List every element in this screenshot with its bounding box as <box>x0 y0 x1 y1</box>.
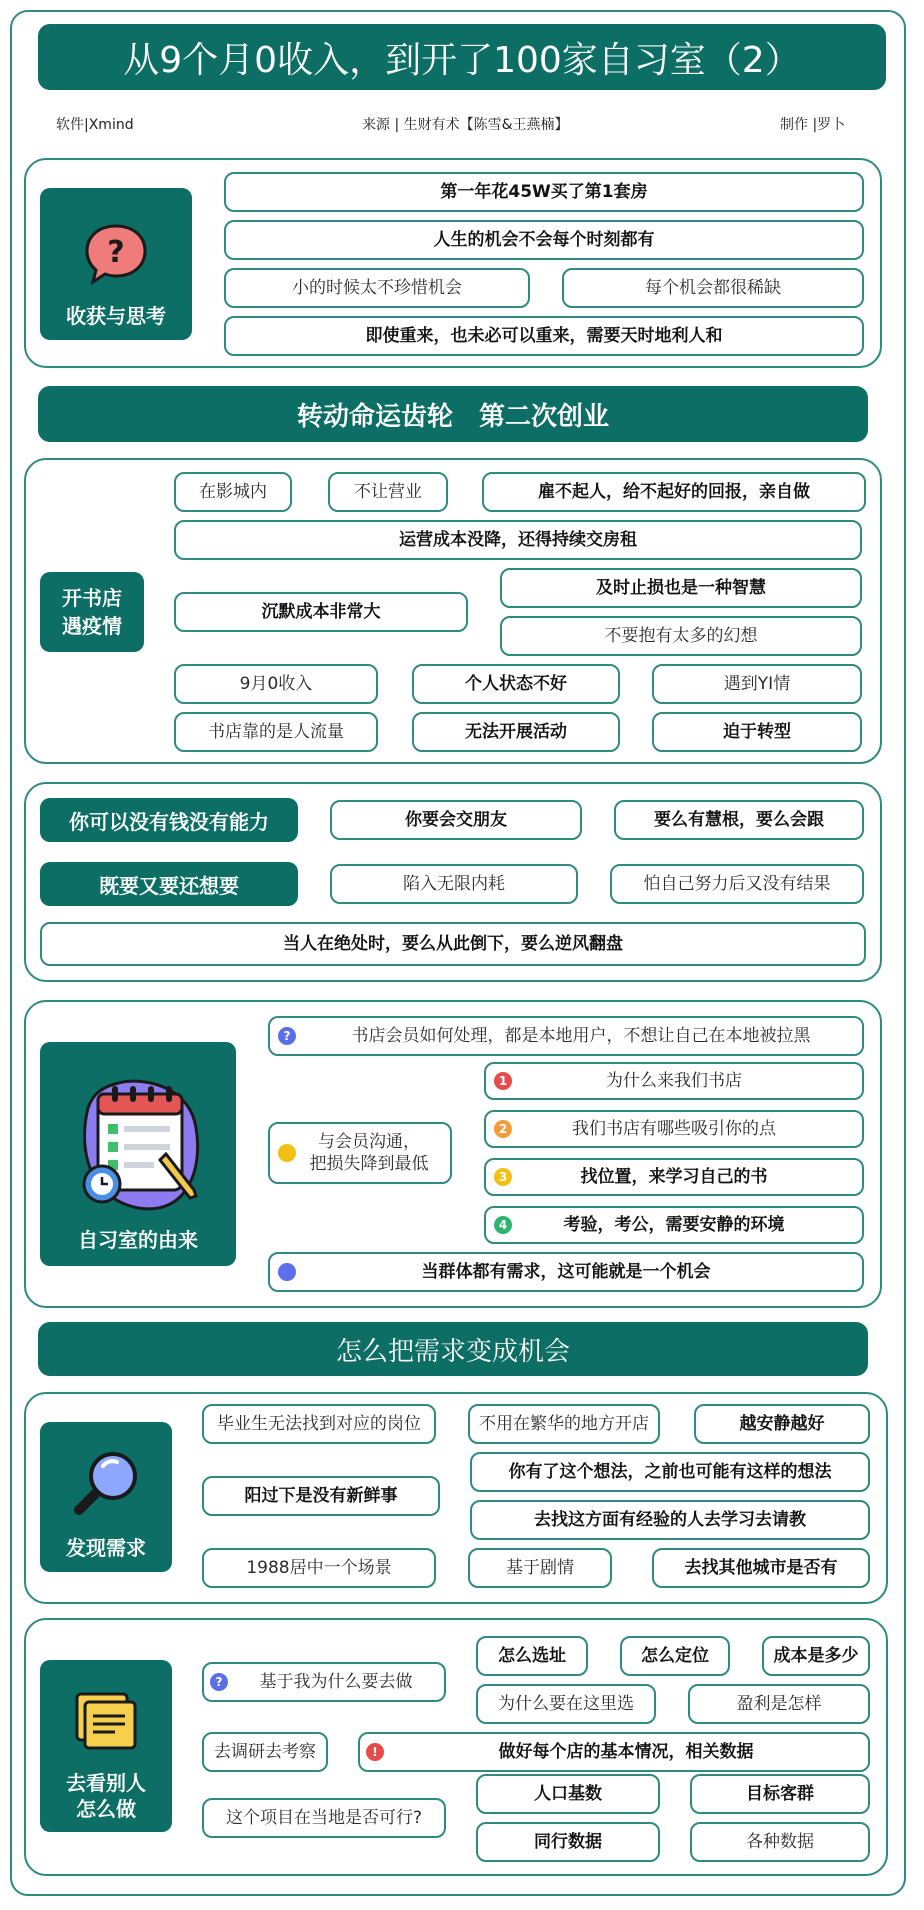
question-badge-icon: ? <box>210 1673 228 1691</box>
root-label: 发现需求 <box>66 1536 146 1560</box>
node-attraction: 我们书店有哪些吸引你的点 <box>484 1110 864 1148</box>
pill-no-money: 你可以没有钱没有能力 <box>40 798 298 842</box>
node-epidemic: 遇到YI情 <box>652 664 862 704</box>
node-population: 人口基数 <box>476 1774 660 1814</box>
node-member-handling: 书店会员如何处理，都是本地用户，不想让自己在本地被拉黑 <box>268 1016 864 1056</box>
node-other-cities: 去找其他城市是否有 <box>652 1548 870 1588</box>
node-do-myself: 雇不起人，给不起好的回报，亲自做 <box>482 472 866 512</box>
node-bad-state: 个人状态不好 <box>412 664 620 704</box>
node-no-fantasy: 不要抱有太多的幻想 <box>500 616 862 656</box>
node-plot-based: 基于剧情 <box>468 1548 612 1588</box>
magnifier-icon <box>69 1446 143 1520</box>
calendar-checklist-icon <box>68 1068 208 1218</box>
root-label: 收获与思考 <box>66 304 166 328</box>
node-sunk-cost: 沉默成本非常大 <box>174 592 468 632</box>
node-positioning: 怎么定位 <box>620 1636 730 1676</box>
root-node-harvest <box>40 188 192 340</box>
node-profit: 盈利是怎样 <box>688 1684 870 1724</box>
node-target-customers: 目标客群 <box>690 1774 870 1814</box>
node-no-events: 无法开展活动 <box>412 712 620 752</box>
exclamation-badge-icon: ! <box>366 1743 384 1761</box>
plane-badge-icon <box>278 1263 296 1281</box>
page-title: 从9个月0收入，到开了100家自习室（2） <box>38 24 886 90</box>
question-bubble-icon <box>83 222 149 286</box>
node-transform: 迫于转型 <box>652 712 862 752</box>
sticky-notes-icon <box>71 1690 141 1754</box>
software-label: 软件|Xmind <box>56 117 134 133</box>
root-label: 自习室的由来 <box>78 1228 198 1252</box>
number-1-badge-icon: 1 <box>494 1072 512 1090</box>
banner-demand-to-opportunity: 怎么把需求变成机会 <box>38 1322 868 1376</box>
node-why-here: 为什么要在这里选 <box>476 1684 656 1724</box>
node-closed: 不让营业 <box>328 472 448 512</box>
node-investigate: 去调研去考察 <box>202 1732 328 1772</box>
node-scarce: 每个机会都很稀缺 <box>562 268 864 308</box>
node-why-do: 基于我为什么要去做 <box>202 1662 446 1702</box>
node-why-come: 为什么来我们书店 <box>484 1062 864 1100</box>
banner-second-venture: 转动命运齿轮 第二次创业 <box>38 386 868 442</box>
number-3-badge-icon: 3 <box>494 1168 512 1186</box>
node-cinema: 在影城内 <box>174 472 292 512</box>
node-desperate-turnaround: 当人在绝处时，要么从此倒下，要么逆风翻盘 <box>40 922 866 966</box>
node-1988-scene: 1988居中一个场景 <box>202 1548 436 1588</box>
node-wisdom-follow: 要么有慧根，要么会跟 <box>614 800 864 840</box>
root-node-bookstore: 开书店 遇疫情 <box>40 572 144 652</box>
node-cost: 成本是多少 <box>762 1636 870 1676</box>
node-various-data: 各种数据 <box>690 1822 870 1862</box>
node-find-seat: 找位置，来学习自己的书 <box>484 1158 864 1196</box>
root-node-discover <box>40 1422 172 1572</box>
node-restart: 即使重来，也未必可以重来，需要天时地利人和 <box>224 316 864 356</box>
node-exam-quiet: 考验，考公，需要安静的环境 <box>484 1206 864 1244</box>
node-communicate-members: 与会员沟通， 把损失降到最低 <box>268 1122 452 1184</box>
node-traffic: 书店靠的是人流量 <box>174 712 378 752</box>
node-rent: 运营成本没降，还得持续交房租 <box>174 520 862 560</box>
lightbulb-badge-icon <box>278 1144 296 1162</box>
node-fear-no-result: 怕自己努力后又没有结果 <box>610 864 864 904</box>
node-make-friends: 你要会交朋友 <box>330 800 582 840</box>
number-2-badge-icon: 2 <box>494 1120 512 1138</box>
pill-want-all: 既要又要还想要 <box>40 862 298 906</box>
node-opportunity: 人生的机会不会每个时刻都有 <box>224 220 864 260</box>
node-nothing-new: 阳过下是没有新鲜事 <box>202 1476 440 1516</box>
node-group-demand: 当群体都有需求，这可能就是一个机会 <box>268 1252 864 1292</box>
question-badge-icon: ? <box>278 1027 296 1045</box>
node-feasible: 这个项目在当地是否可行? <box>202 1798 446 1838</box>
node-quieter-better: 越安静越好 <box>694 1404 870 1444</box>
node-zero-income: 9月0收入 <box>174 664 378 704</box>
root-node-origin <box>40 1042 236 1266</box>
svg-text:?: ? <box>107 235 125 270</box>
node-childhood: 小的时候太不珍惜机会 <box>224 268 530 308</box>
node-no-prime-location: 不用在繁华的地方开店 <box>468 1404 660 1444</box>
maker-label: 制作 |罗卜 <box>780 117 846 133</box>
root-label: 去看别人 怎么做 <box>66 1771 146 1821</box>
node-had-idea: 你有了这个想法，之前也可能有这样的想法 <box>470 1452 870 1492</box>
node-graduates: 毕业生无法找到对应的岗位 <box>202 1404 436 1444</box>
node-first-house: 第一年花45W买了第1套房 <box>224 172 864 212</box>
node-stop-loss: 及时止损也是一种智慧 <box>500 568 862 608</box>
node-site-selection: 怎么选址 <box>476 1636 588 1676</box>
source-label: 来源 | 生财有术【陈雪&王燕楠】 <box>362 117 569 133</box>
root-node-research <box>40 1660 172 1832</box>
node-store-data: 做好每个店的基本情况，相关数据 <box>358 1732 870 1772</box>
node-internal-friction: 陷入无限内耗 <box>330 864 578 904</box>
node-peer-data: 同行数据 <box>476 1822 660 1862</box>
number-4-badge-icon: 4 <box>494 1216 512 1234</box>
node-learn-from-experts: 去找这方面有经验的人去学习去请教 <box>470 1500 870 1540</box>
